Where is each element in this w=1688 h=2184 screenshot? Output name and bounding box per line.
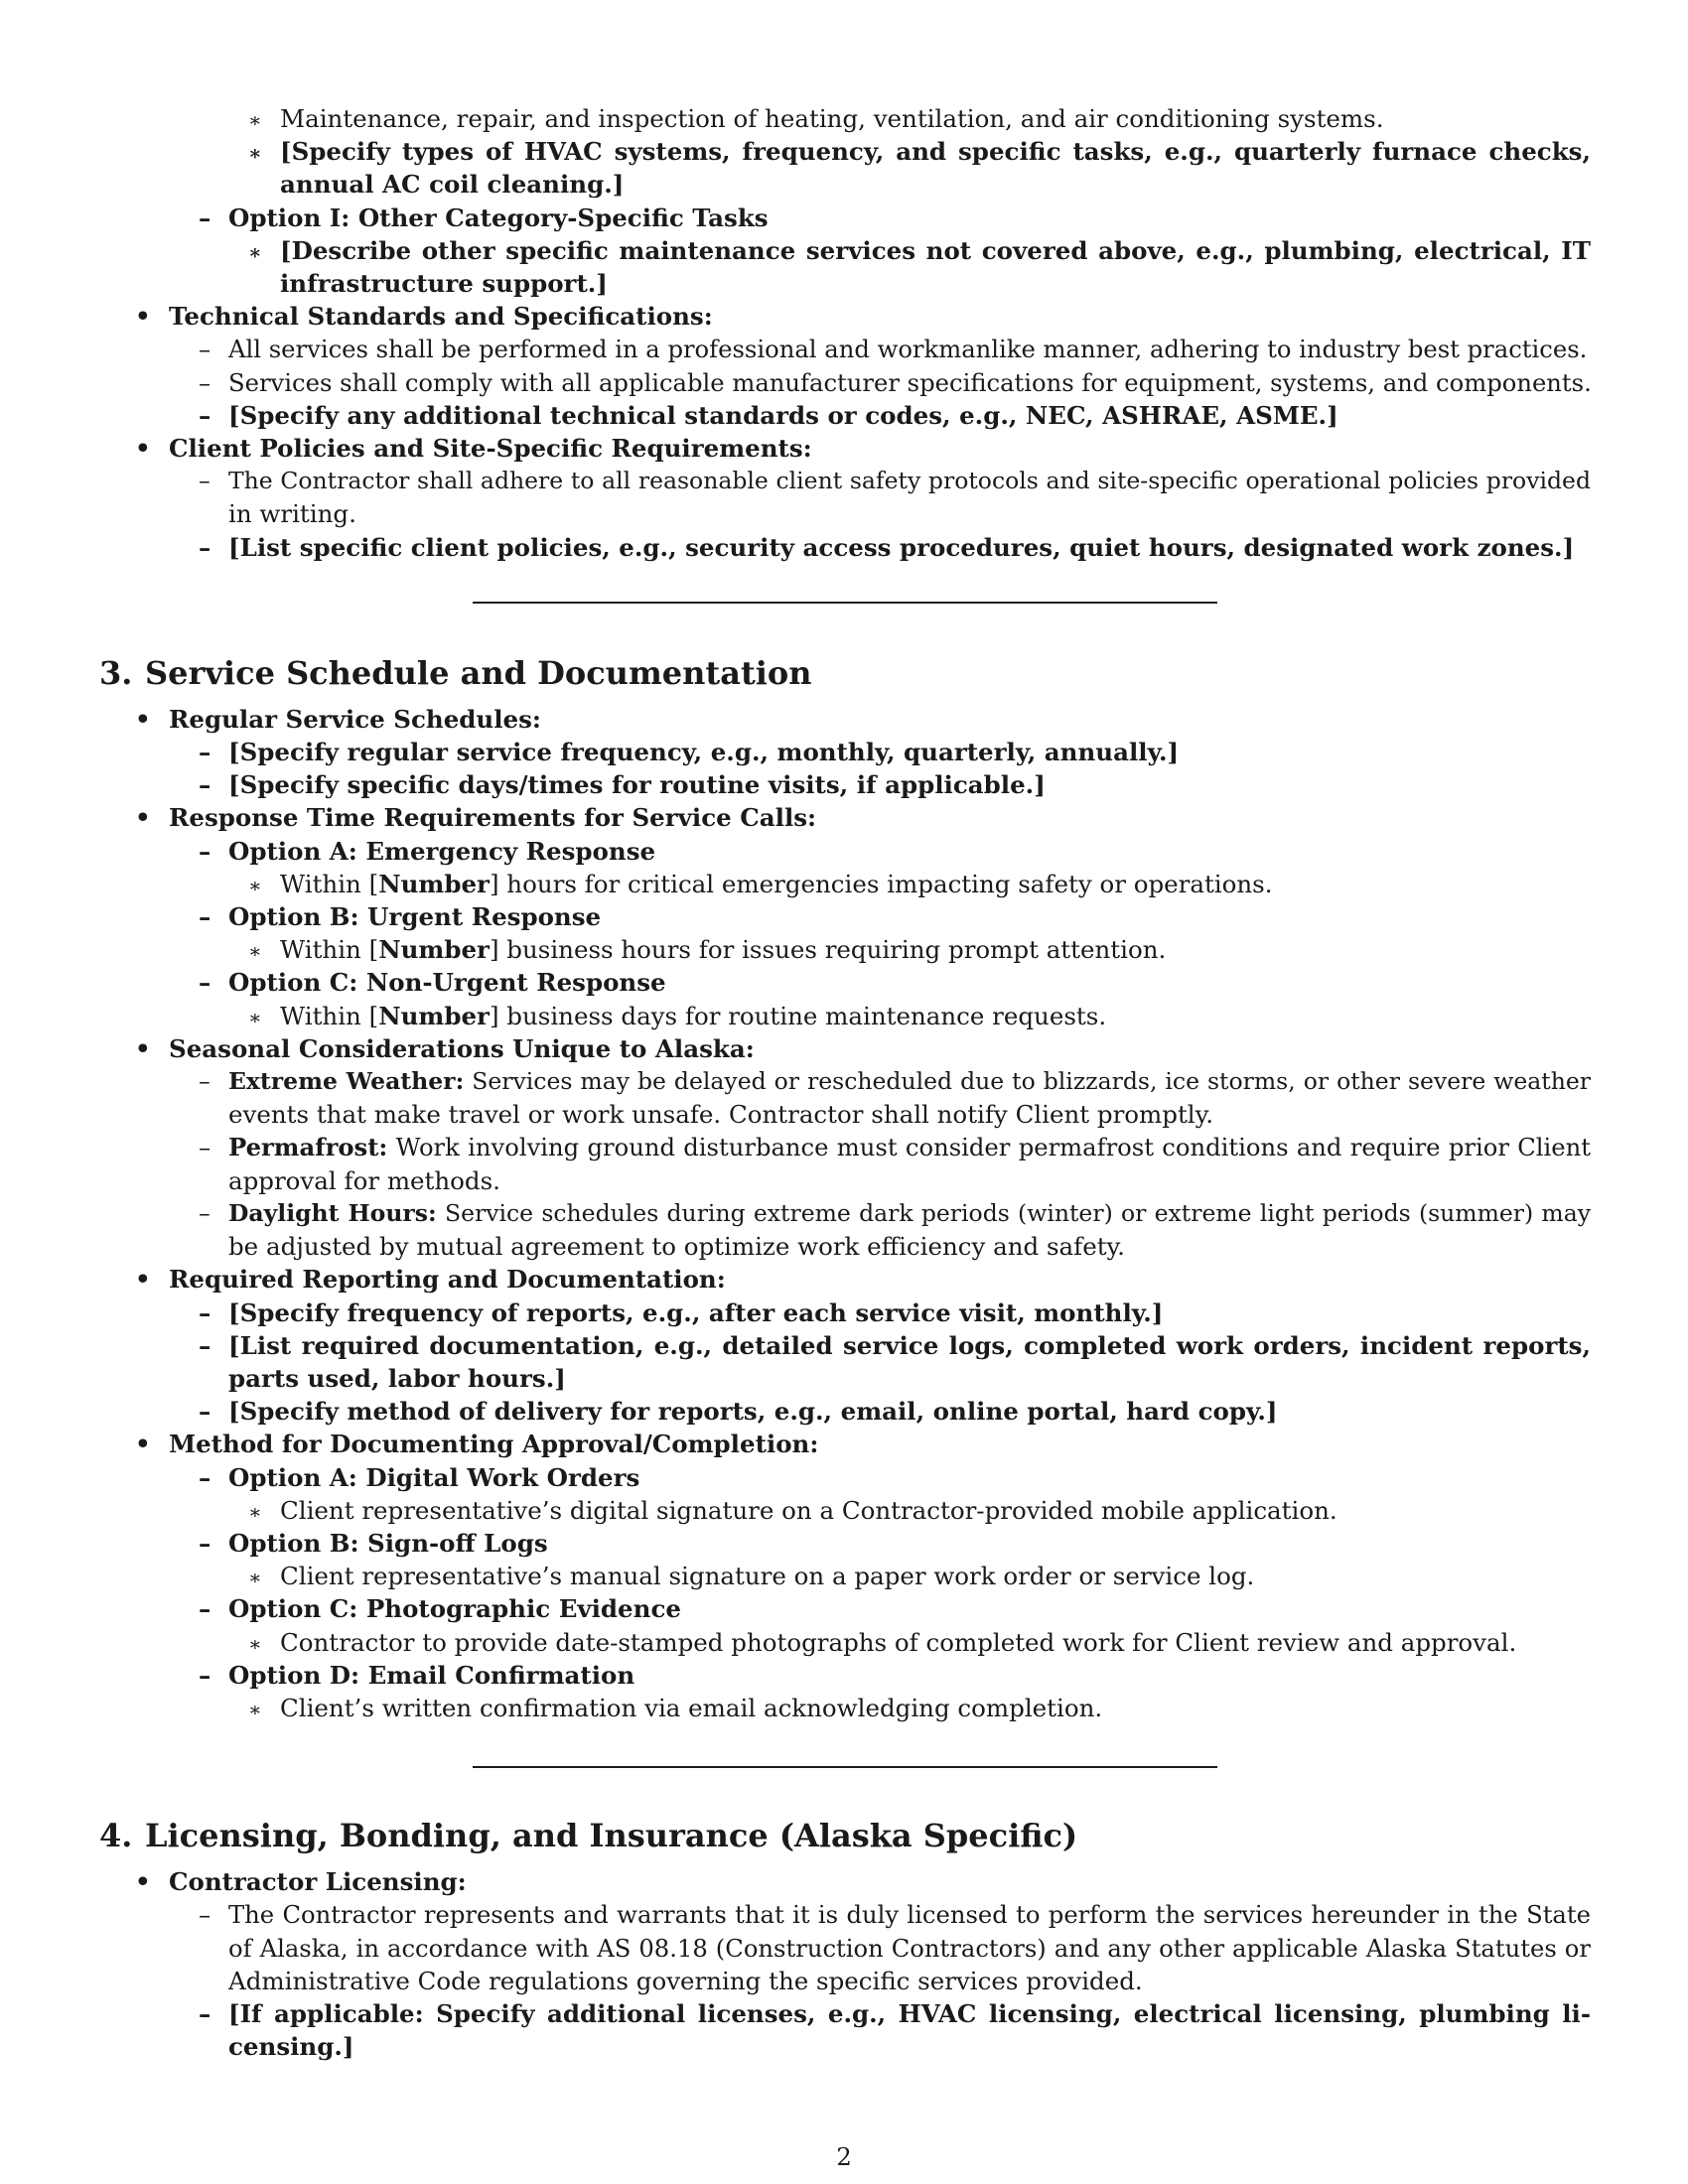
dash-marker: – [199,1660,211,1690]
list-item [99,202,1591,234]
item-text-post: ] hours for critical emergencies impacting safety or operations. [489,869,1273,898]
page-content [99,99,1591,2063]
list-item [99,835,1591,868]
item-text: Option C: Non-Urgent Response [228,968,666,998]
item-text-placeholder: Number [378,935,490,965]
list-item [99,1000,1591,1032]
item-heading: Contractor Licensing: [169,1867,467,1897]
item-heading: Regular Service Schedules: [169,704,541,734]
bullet-marker: • [135,803,151,833]
item-text-post: ] business days for routine maintenance requests. [489,1001,1107,1030]
list-item [99,333,1591,365]
list-item [99,1065,1591,1098]
star-marker: ∗ [248,1499,262,1524]
dash-marker: – [199,968,211,998]
list-item [99,399,1591,432]
item-label: Extreme Weather: [228,1067,465,1096]
item-heading: Required Reporting and Documentation: [169,1265,726,1295]
item-text: Option B: Urgent Response [228,902,602,932]
item-text: The Contractor represents and warrants that it is duly licensed to perform the services hereunder in the State [228,1900,1591,1930]
item-text: Option A: Digital Work Orders [228,1462,640,1492]
item-text: Option B: Sign-off Logs [228,1528,548,1558]
section-title: Service Schedule and Documentation [145,653,812,692]
dash-marker: – [199,1900,211,1930]
item-text: [Specify method of delivery for reports, e.g., email, online portal, hard copy.] [228,1397,1278,1427]
item-text: Contractor to provide date-stamped photographs of completed work for Client review and approval. [280,1627,1517,1657]
item-text: Option C: Photographic Evidence [228,1594,681,1624]
item-heading: Client Policies and Site-Specific Requirements: [169,434,812,464]
list-item [99,1560,1591,1592]
list-item [99,300,1591,333]
star-marker: ∗ [248,1631,262,1656]
bullet-marker: • [135,1265,151,1295]
bullet-marker: • [135,1430,151,1459]
star-marker: ∗ [248,108,262,132]
dash-marker: – [199,1198,211,1227]
item-text-pre: Within [ [280,869,379,898]
list-item [99,1592,1591,1625]
list-item [99,1329,1591,1362]
dash-marker: – [199,367,211,397]
section-number: 4. [99,1817,133,1855]
item-heading: Method for Documenting Approval/Completion: [169,1430,819,1459]
item-continuation: approval for methods. [228,1165,500,1195]
dash-marker: – [199,335,211,364]
star-marker: ∗ [248,939,262,964]
dash-marker: – [199,1330,211,1360]
dash-marker: – [199,1297,211,1327]
item-text: [If applicable: Specify additional licenses, e.g., HVAC licensing, electrical licensing, plumbing li- [228,1998,1591,2028]
list-item [99,1898,1591,1931]
list-item [99,801,1591,834]
list-item [99,1865,1591,1898]
section-divider [473,602,1217,604]
star-marker: ∗ [248,239,262,264]
item-label: Permafrost: [228,1133,388,1162]
item-text: Client representative’s digital signature on a Contractor-provided mobile application. [280,1495,1337,1525]
dash-marker: – [199,1397,211,1427]
dash-marker: – [199,738,211,767]
item-continuation: of Alaska, in accordance with AS 08.18 (Construction Contractors) and any other applicable Alaska Statutes or [228,1933,1591,1963]
item-text: Service schedules during extreme dark periods (winter) or extreme light periods (summer) may [436,1198,1592,1227]
list-item [99,1428,1591,1460]
dash-marker: – [199,1462,211,1492]
bullet-marker: • [135,704,151,734]
dash-marker: – [199,532,211,562]
dash-marker: – [199,203,211,232]
item-text: The Contractor shall adhere to all reasonable client safety protocols and site-specific operational policies provided [228,467,1591,495]
section-number: 3. [99,653,133,692]
item-text: [Specify regular service frequency, e.g., monthly, quarterly, annually.] [228,738,1180,767]
list-item [99,1659,1591,1692]
dash-marker: – [199,1133,211,1162]
list-item [99,234,1591,267]
item-text-placeholder: Number [378,869,490,898]
item-text: [Specify any additional technical standards or codes, e.g., NEC, ASHRAE, ASME.] [228,400,1338,430]
star-marker: ∗ [248,873,262,897]
list-item [99,1626,1591,1659]
item-continuation: infrastructure support.] [280,269,608,299]
list-item [99,465,1591,497]
dash-marker: – [199,1998,211,2028]
item-continuation: censing.] [228,2032,354,2062]
item-label: Daylight Hours: [228,1198,437,1227]
item-text: [Specify frequency of reports, e.g., after each service visit, monthly.] [228,1297,1164,1327]
item-text: Option A: Emergency Response [228,836,656,866]
section-title: Licensing, Bonding, and Insurance (Alaska Specific) [145,1817,1078,1855]
list-item [99,1527,1591,1560]
item-continuation: Administrative Code regulations governing the specific services provided. [228,1966,1143,1995]
item-continuation: in writing. [228,499,356,529]
item-text: Work involving ground disturbance must consider permafrost conditions and require prior Client [387,1133,1591,1162]
list-item [99,1197,1591,1230]
item-text: Option I: Other Category-Specific Tasks [228,203,769,232]
list-item [99,1692,1591,1724]
item-text: [Specify types of HVAC systems, frequency, and specific tasks, e.g., quarterly furnace checks, [280,137,1591,167]
dash-marker: – [199,902,211,932]
dash-marker: – [199,1594,211,1624]
item-text: Client representative’s manual signature on a paper work order or service log. [280,1562,1255,1591]
bullet-marker: • [135,302,151,332]
item-heading: Seasonal Considerations Unique to Alaska: [169,1033,755,1063]
item-text: All services shall be performed in a professional and workmanlike manner, adhering to industry best practices. [228,335,1588,364]
star-marker: ∗ [248,1697,262,1721]
star-marker: ∗ [248,141,262,166]
list-item [99,1032,1591,1065]
list-item [99,1494,1591,1527]
list-item [99,1263,1591,1296]
list-item [99,1395,1591,1428]
item-text: Client’s written confirmation via email acknowledging completion. [280,1693,1103,1722]
item-text-placeholder: Number [378,1001,490,1030]
dash-marker: – [199,836,211,866]
item-heading: Response Time Requirements for Service Calls: [169,803,817,833]
section-heading [99,1816,1591,1855]
list-item [99,768,1591,801]
dash-marker: – [199,400,211,430]
item-text: Services shall comply with all applicable manufacturer specifications for equipment, systems, and components. [228,367,1592,397]
page-number: 2 [836,2142,852,2171]
dash-marker: – [199,770,211,800]
list-item [99,531,1591,564]
item-text: [List specific client policies, e.g., security access procedures, quiet hours, designated work zones.] [228,532,1575,562]
list-item [99,102,1591,135]
item-text: [Specify specific days/times for routine visits, if applicable.] [228,770,1046,800]
section-heading [99,653,1591,693]
list-item [99,1997,1591,2030]
star-marker: ∗ [248,1005,262,1029]
list-item [99,366,1591,399]
item-text: Option D: Email Confirmation [228,1660,635,1690]
item-heading: Technical Standards and Specifications: [169,302,713,332]
list-item [99,736,1591,768]
item-continuation: parts used, labor hours.] [228,1363,566,1393]
item-text-pre: Within [ [280,1001,379,1030]
item-text: [Describe other specific maintenance services not covered above, e.g., plumbing, electrical, IT [280,235,1591,265]
star-marker: ∗ [248,1566,262,1590]
list-item [99,966,1591,999]
list-item [99,1461,1591,1494]
dash-marker: – [199,1067,211,1096]
list-item [99,868,1591,900]
list-item [99,432,1591,465]
list-item [99,933,1591,966]
dash-marker: – [199,467,211,495]
list-item [99,135,1591,168]
item-continuation: events that make travel or work unsafe. Contractor shall notify Client promptly. [228,1100,1214,1130]
list-item [99,1297,1591,1329]
item-continuation: annual AC coil cleaning.] [280,170,625,200]
bullet-marker: • [135,1867,151,1897]
item-text-post: ] business hours for issues requiring prompt attention. [489,935,1167,965]
list-item [99,900,1591,933]
item-continuation: be adjusted by mutual agreement to optimize work efficiency and safety. [228,1232,1125,1262]
bullet-marker: • [135,1033,151,1063]
list-item [99,703,1591,736]
bullet-marker: • [135,434,151,464]
item-text-pre: Within [ [280,935,379,965]
item-text: Services may be delayed or rescheduled due to blizzards, ice storms, or other severe weather [464,1067,1591,1096]
item-text: Maintenance, repair, and inspection of heating, ventilation, and air conditioning systems. [280,104,1384,133]
section-divider [473,1766,1217,1768]
item-text: [List required documentation, e.g., detailed service logs, completed work orders, incident reports, [228,1330,1591,1360]
list-item [99,1131,1591,1163]
dash-marker: – [199,1528,211,1558]
